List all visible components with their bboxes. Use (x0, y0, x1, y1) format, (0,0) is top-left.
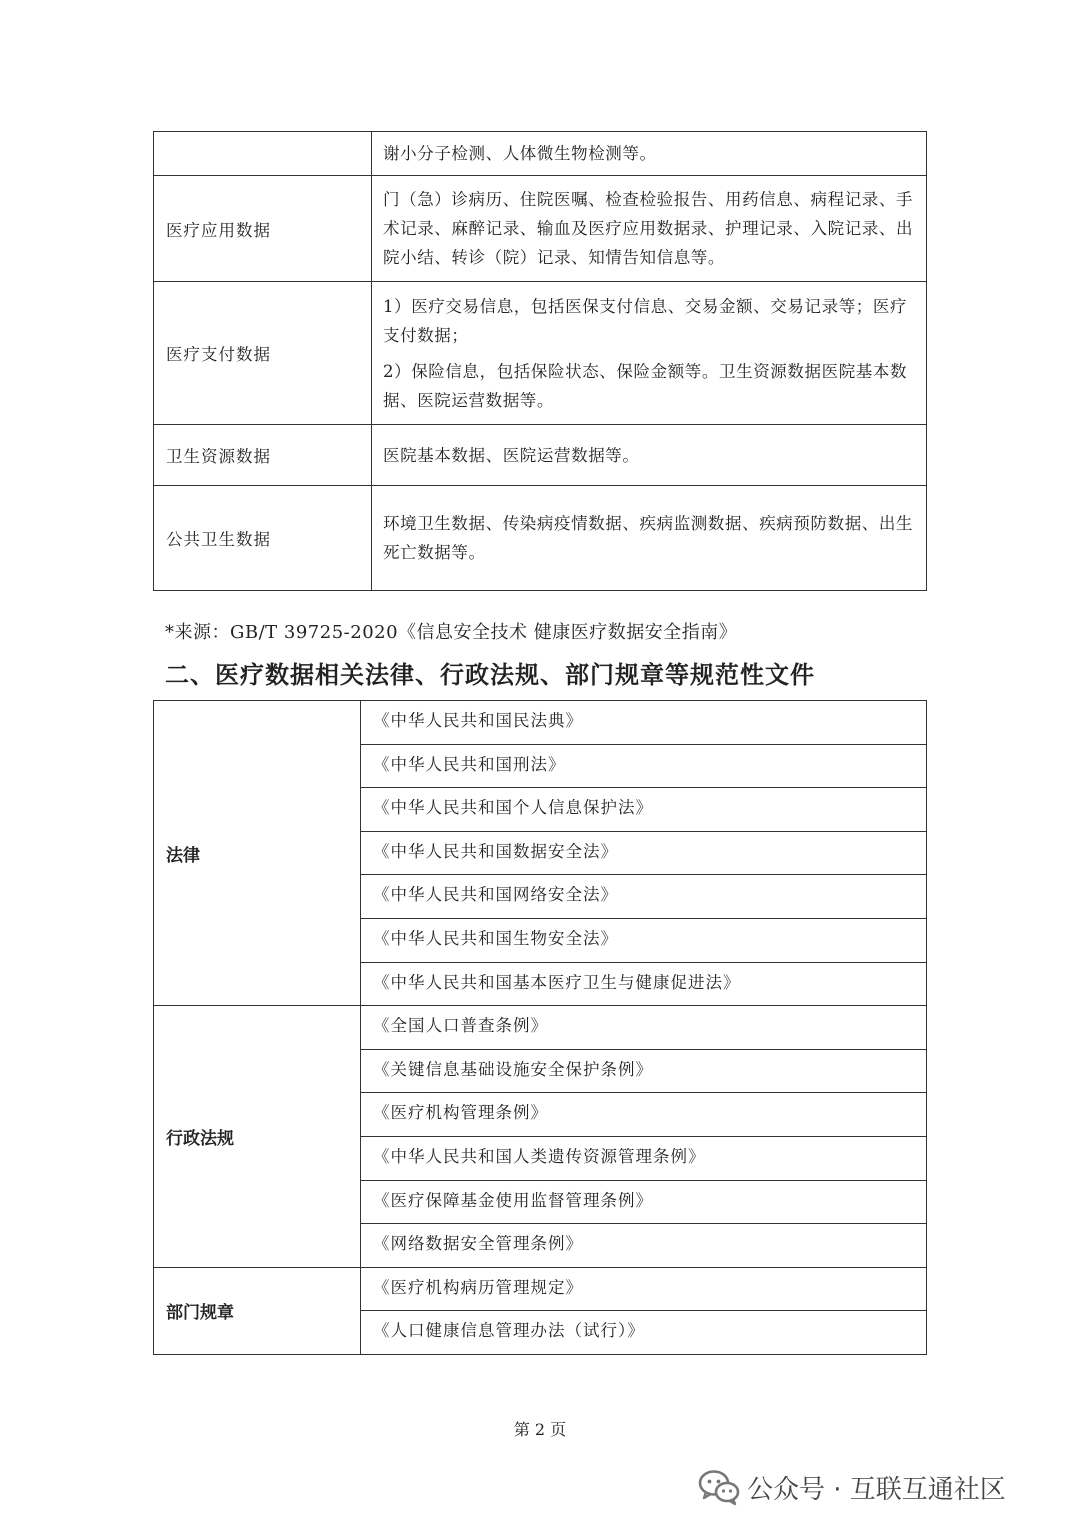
description-text: 环境卫生数据、传染病疫情数据、疾病监测数据、疾病预防数据、出生死亡数据等。 (383, 514, 914, 562)
regulations-table (153, 700, 927, 1355)
regulation-title: 《关键信息基础设施安全保护条例》 (373, 1059, 653, 1079)
regulation-title: 《中华人民共和国刑法》 (373, 754, 566, 774)
regulation-item (361, 1224, 927, 1268)
regulation-title: 《中华人民共和国网络安全法》 (373, 885, 618, 905)
group-category-cell: 行政法规 (154, 1006, 361, 1268)
regulation-title: 《人口健康信息管理办法（试行）》 (373, 1321, 645, 1341)
regulation-title: 《医疗机构管理条例》 (373, 1103, 548, 1123)
description-cell (372, 486, 927, 591)
description-text: 门（急）诊病历、住院医嘱、检查检验报告、用药信息、病程记录、手术记录、麻醉记录、输血及医疗应用数据录、护理记录、入院记录、出院小结、转诊（院）记录、知情告知信息等。 (383, 190, 914, 267)
watermark (697, 1467, 1057, 1507)
regulation-item (361, 1093, 927, 1137)
regulation-title: 《医疗机构病历管理规定》 (373, 1277, 583, 1297)
description-text: 谢小分子检测、人体微生物检测等。 (383, 144, 657, 163)
regulation-title: 《网络数据安全管理条例》 (373, 1234, 583, 1254)
description-text: 医院基本数据、医院运营数据等。 (383, 445, 640, 465)
section-heading: 二、医疗数据相关法律、行政法规、部门规章等规范性文件 (165, 661, 815, 689)
category-cell: 公共卫生数据 (154, 486, 372, 591)
regulation-item (361, 1136, 927, 1180)
table-row (154, 1006, 927, 1050)
regulation-item (361, 701, 927, 745)
description-cell (372, 132, 927, 176)
regulation-item (361, 1006, 927, 1050)
description-text: 1）医疗交易信息，包括医保支付信息、交易金额、交易记录等；医疗支付数据； (383, 296, 908, 345)
watermark-text: 公众号 · 互联互通社区 (747, 1475, 1006, 1505)
regulation-item (361, 744, 927, 788)
regulation-title: 《中华人民共和国人类遗传资源管理条例》 (373, 1146, 706, 1166)
table-row (154, 132, 927, 176)
regulation-title: 《中华人民共和国数据安全法》 (373, 841, 618, 861)
category-cell: 医疗应用数据 (154, 176, 372, 282)
regulation-item (361, 1267, 927, 1311)
regulation-item (361, 918, 927, 962)
wechat-icon (697, 1467, 741, 1507)
regulation-item (361, 875, 927, 919)
table-row (154, 486, 927, 591)
regulation-item (361, 962, 927, 1006)
regulation-item (361, 1311, 927, 1355)
category-cell: 医疗支付数据 (154, 282, 372, 425)
description-cell (372, 176, 927, 282)
table-row (154, 425, 927, 486)
regulation-item (361, 831, 927, 875)
regulation-title: 《中华人民共和国个人信息保护法》 (373, 798, 653, 818)
description-cell (372, 282, 927, 425)
description-text: 2）保险信息，包括保险状态、保险金额等。卫生资源数据医院基本数据、医院运营数据等。 (383, 361, 908, 410)
table-row (154, 282, 927, 425)
source-note: *来源：GB/T 39725-2020《信息安全技术 健康医疗数据安全指南》 (165, 622, 738, 643)
page-number: 第 2 页 (513, 1420, 567, 1439)
regulation-item (361, 788, 927, 832)
table-row (154, 176, 927, 282)
table-row (154, 1267, 927, 1311)
regulation-title: 《全国人口普查条例》 (373, 1016, 548, 1036)
category-cell: 卫生资源数据 (154, 425, 372, 486)
regulation-title: 《中华人民共和国民法典》 (373, 711, 583, 730)
group-category-cell: 法律 (154, 701, 361, 1006)
regulation-title: 《医疗保障基金使用监督管理条例》 (373, 1190, 653, 1210)
regulation-title: 《中华人民共和国基本医疗卫生与健康促进法》 (373, 972, 741, 992)
category-cell (154, 132, 372, 176)
regulation-item (361, 1049, 927, 1093)
data-category-table (153, 131, 927, 591)
regulation-title: 《中华人民共和国生物安全法》 (373, 928, 618, 948)
description-cell (372, 425, 927, 486)
regulation-item (361, 1180, 927, 1224)
group-category-cell: 部门规章 (154, 1267, 361, 1354)
table-row (154, 701, 927, 745)
